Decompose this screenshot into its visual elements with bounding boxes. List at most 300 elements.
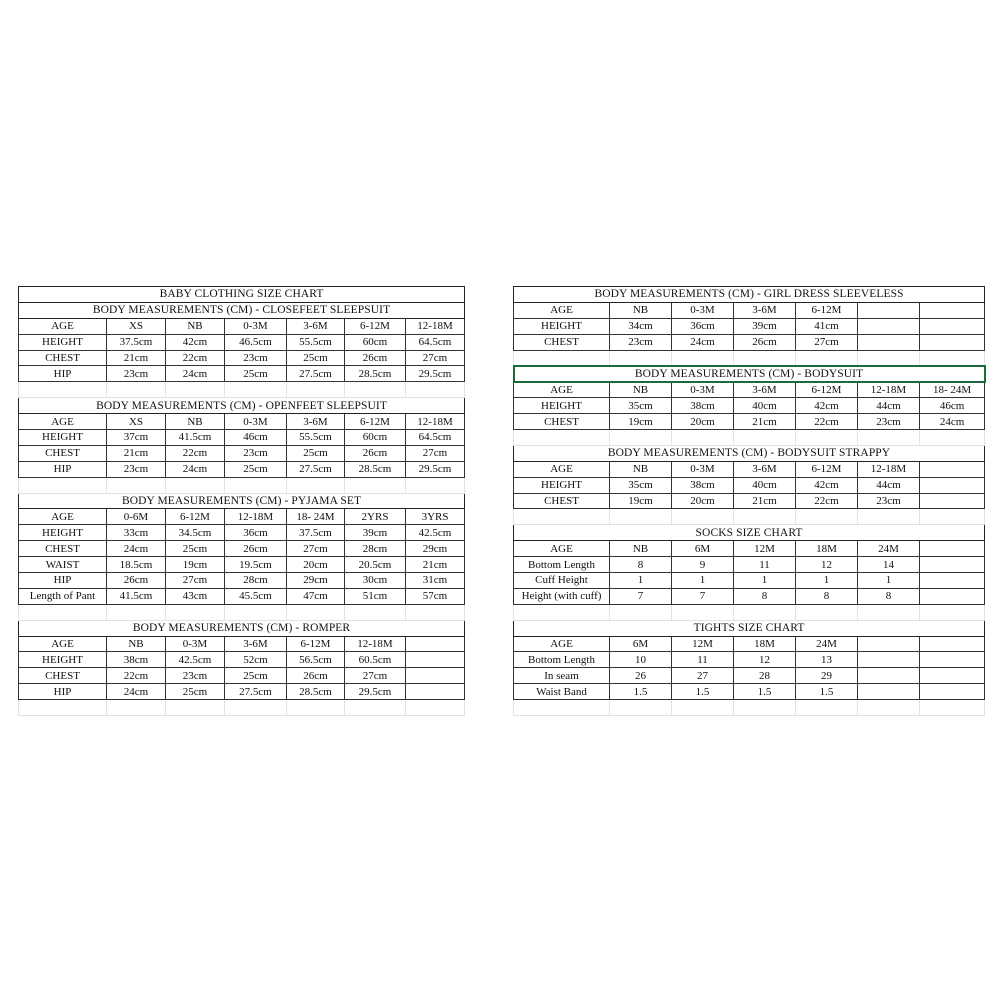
value-cell[interactable]: 26cm — [107, 573, 166, 589]
row-label-cell[interactable]: CHEST — [19, 350, 107, 366]
value-cell[interactable]: 20.5cm — [345, 557, 406, 573]
value-cell[interactable]: 55.5cm — [287, 430, 345, 446]
value-cell[interactable]: 18M — [796, 541, 858, 557]
value-cell[interactable]: 29.5cm — [406, 461, 465, 477]
empty-cell[interactable] — [858, 350, 920, 366]
value-cell[interactable]: 27cm — [406, 350, 465, 366]
value-cell[interactable]: 3YRS — [406, 509, 465, 525]
value-cell[interactable]: 23cm — [858, 493, 920, 509]
value-cell[interactable]: 14 — [858, 557, 920, 573]
value-cell[interactable]: 29cm — [287, 573, 345, 589]
value-cell[interactable]: 1 — [858, 573, 920, 589]
value-cell[interactable]: 40cm — [734, 398, 796, 414]
row-label-cell[interactable]: AGE — [514, 302, 610, 318]
value-cell[interactable]: 2YRS — [345, 509, 406, 525]
empty-cell[interactable] — [734, 509, 796, 525]
value-cell[interactable]: 25cm — [166, 541, 225, 557]
value-cell[interactable]: 42.5cm — [406, 525, 465, 541]
value-cell[interactable]: 6-12M — [796, 302, 858, 318]
empty-cell[interactable] — [514, 700, 610, 716]
row-label-cell[interactable]: AGE — [514, 541, 610, 557]
empty-cell[interactable] — [225, 700, 287, 716]
empty-cell[interactable] — [225, 382, 287, 398]
value-cell[interactable] — [920, 557, 985, 573]
value-cell[interactable]: 24M — [796, 636, 858, 652]
empty-cell[interactable] — [19, 700, 107, 716]
value-cell[interactable]: 25cm — [225, 668, 287, 684]
value-cell[interactable]: 38cm — [672, 477, 734, 493]
empty-cell[interactable] — [734, 350, 796, 366]
row-label-cell[interactable]: CHEST — [514, 493, 610, 509]
empty-cell[interactable] — [672, 509, 734, 525]
empty-cell[interactable] — [514, 350, 610, 366]
value-cell[interactable]: 8 — [610, 557, 672, 573]
value-cell[interactable]: NB — [107, 636, 166, 652]
value-cell[interactable]: 6-12M — [796, 461, 858, 477]
value-cell[interactable] — [858, 334, 920, 350]
value-cell[interactable]: 26cm — [287, 668, 345, 684]
value-cell[interactable]: 27cm — [287, 541, 345, 557]
value-cell[interactable]: 27 — [672, 668, 734, 684]
value-cell[interactable]: 3-6M — [734, 302, 796, 318]
row-label-cell[interactable]: HEIGHT — [19, 334, 107, 350]
value-cell[interactable]: 42.5cm — [166, 652, 225, 668]
value-cell[interactable]: 22cm — [166, 350, 225, 366]
value-cell[interactable]: 11 — [734, 557, 796, 573]
value-cell[interactable]: 19cm — [610, 414, 672, 430]
value-cell[interactable]: 12 — [734, 652, 796, 668]
value-cell[interactable]: 55.5cm — [287, 334, 345, 350]
empty-cell[interactable] — [672, 430, 734, 446]
row-label-cell[interactable]: HEIGHT — [514, 477, 610, 493]
value-cell[interactable]: 25cm — [287, 445, 345, 461]
value-cell[interactable]: 27.5cm — [225, 684, 287, 700]
row-label-cell[interactable]: CHEST — [19, 541, 107, 557]
value-cell[interactable]: 35cm — [610, 398, 672, 414]
value-cell[interactable]: 28cm — [345, 541, 406, 557]
value-cell[interactable]: 1 — [796, 573, 858, 589]
empty-cell[interactable] — [107, 477, 166, 493]
value-cell[interactable]: NB — [166, 414, 225, 430]
value-cell[interactable]: 12 — [796, 557, 858, 573]
empty-cell[interactable] — [166, 604, 225, 620]
value-cell[interactable]: 23cm — [107, 461, 166, 477]
value-cell[interactable]: 6-12M — [345, 414, 406, 430]
value-cell[interactable]: 0-3M — [672, 302, 734, 318]
value-cell[interactable]: 0-3M — [225, 318, 287, 334]
row-label-cell[interactable]: HEIGHT — [514, 318, 610, 334]
value-cell[interactable]: 27cm — [345, 668, 406, 684]
row-label-cell[interactable]: HEIGHT — [19, 525, 107, 541]
value-cell[interactable]: 8 — [796, 588, 858, 604]
empty-cell[interactable] — [858, 700, 920, 716]
value-cell[interactable]: 12M — [672, 636, 734, 652]
value-cell[interactable]: 19cm — [166, 557, 225, 573]
value-cell[interactable]: 23cm — [107, 366, 166, 382]
value-cell[interactable]: 30cm — [345, 573, 406, 589]
value-cell[interactable]: 36cm — [225, 525, 287, 541]
value-cell[interactable]: 46cm — [920, 398, 985, 414]
empty-cell[interactable] — [345, 700, 406, 716]
value-cell[interactable] — [406, 636, 465, 652]
row-label-cell[interactable]: HIP — [19, 366, 107, 382]
value-cell[interactable] — [858, 302, 920, 318]
value-cell[interactable]: 28.5cm — [345, 366, 406, 382]
empty-cell[interactable] — [287, 604, 345, 620]
value-cell[interactable]: 42cm — [166, 334, 225, 350]
value-cell[interactable]: 27cm — [796, 334, 858, 350]
value-cell[interactable]: 1 — [734, 573, 796, 589]
value-cell[interactable]: 0-3M — [672, 461, 734, 477]
empty-cell[interactable] — [19, 604, 107, 620]
empty-cell[interactable] — [920, 430, 985, 446]
table-title[interactable]: TIGHTS SIZE CHART — [514, 620, 985, 636]
value-cell[interactable]: 6-12M — [345, 318, 406, 334]
row-label-cell[interactable]: CHEST — [19, 445, 107, 461]
value-cell[interactable]: 42cm — [796, 477, 858, 493]
value-cell[interactable] — [920, 684, 985, 700]
value-cell[interactable]: 23cm — [225, 350, 287, 366]
empty-cell[interactable] — [734, 430, 796, 446]
value-cell[interactable] — [920, 652, 985, 668]
value-cell[interactable]: 27cm — [166, 573, 225, 589]
value-cell[interactable]: XS — [107, 414, 166, 430]
empty-cell[interactable] — [796, 604, 858, 620]
value-cell[interactable]: 24cm — [920, 414, 985, 430]
value-cell[interactable]: 3-6M — [734, 461, 796, 477]
row-label-cell[interactable]: HEIGHT — [19, 430, 107, 446]
row-label-cell[interactable]: CHEST — [19, 668, 107, 684]
value-cell[interactable]: 6-12M — [796, 382, 858, 398]
value-cell[interactable]: 3-6M — [734, 382, 796, 398]
value-cell[interactable]: 12-18M — [345, 636, 406, 652]
empty-cell[interactable] — [610, 604, 672, 620]
value-cell[interactable]: 18- 24M — [287, 509, 345, 525]
row-label-cell[interactable]: In seam — [514, 668, 610, 684]
value-cell[interactable]: 60cm — [345, 430, 406, 446]
empty-cell[interactable] — [858, 430, 920, 446]
empty-cell[interactable] — [734, 604, 796, 620]
row-label-cell[interactable]: Bottom Length — [514, 652, 610, 668]
value-cell[interactable]: 41.5cm — [107, 588, 166, 604]
value-cell[interactable]: 25cm — [225, 366, 287, 382]
value-cell[interactable]: 12-18M — [406, 414, 465, 430]
empty-cell[interactable] — [672, 604, 734, 620]
value-cell[interactable]: 27.5cm — [287, 461, 345, 477]
value-cell[interactable]: 6M — [672, 541, 734, 557]
value-cell[interactable]: 24cm — [107, 684, 166, 700]
empty-cell[interactable] — [345, 604, 406, 620]
value-cell[interactable] — [858, 668, 920, 684]
value-cell[interactable]: NB — [610, 302, 672, 318]
value-cell[interactable]: 64.5cm — [406, 430, 465, 446]
value-cell[interactable]: 60.5cm — [345, 652, 406, 668]
value-cell[interactable]: NB — [166, 318, 225, 334]
value-cell[interactable]: 29cm — [406, 541, 465, 557]
value-cell[interactable]: 40cm — [734, 477, 796, 493]
table-title[interactable]: BODY MEASUREMENTS (CM) - PYJAMA SET — [19, 493, 465, 509]
value-cell[interactable]: 27.5cm — [287, 366, 345, 382]
row-label-cell[interactable]: HEIGHT — [19, 652, 107, 668]
value-cell[interactable]: 10 — [610, 652, 672, 668]
empty-cell[interactable] — [225, 477, 287, 493]
value-cell[interactable]: 26cm — [345, 350, 406, 366]
value-cell[interactable]: 1 — [672, 573, 734, 589]
value-cell[interactable]: 21cm — [406, 557, 465, 573]
value-cell[interactable]: 0-3M — [225, 414, 287, 430]
empty-cell[interactable] — [406, 477, 465, 493]
value-cell[interactable]: 8 — [858, 588, 920, 604]
value-cell[interactable]: 20cm — [672, 493, 734, 509]
value-cell[interactable]: 1.5 — [796, 684, 858, 700]
value-cell[interactable]: 1.5 — [610, 684, 672, 700]
value-cell[interactable]: 6-12M — [166, 509, 225, 525]
value-cell[interactable]: 37cm — [107, 430, 166, 446]
empty-cell[interactable] — [406, 700, 465, 716]
empty-cell[interactable] — [920, 700, 985, 716]
value-cell[interactable] — [920, 541, 985, 557]
value-cell[interactable]: 42cm — [796, 398, 858, 414]
value-cell[interactable]: 24cm — [107, 541, 166, 557]
value-cell[interactable] — [858, 652, 920, 668]
empty-cell[interactable] — [672, 350, 734, 366]
empty-cell[interactable] — [920, 350, 985, 366]
row-label-cell[interactable]: AGE — [514, 382, 610, 398]
empty-cell[interactable] — [610, 509, 672, 525]
value-cell[interactable]: 24cm — [166, 461, 225, 477]
empty-cell[interactable] — [225, 604, 287, 620]
value-cell[interactable]: 20cm — [672, 414, 734, 430]
value-cell[interactable] — [406, 684, 465, 700]
empty-cell[interactable] — [858, 509, 920, 525]
value-cell[interactable]: 3-6M — [287, 414, 345, 430]
value-cell[interactable]: 31cm — [406, 573, 465, 589]
value-cell[interactable]: 25cm — [225, 461, 287, 477]
row-label-cell[interactable]: HIP — [19, 461, 107, 477]
value-cell[interactable] — [920, 588, 985, 604]
value-cell[interactable]: 37.5cm — [287, 525, 345, 541]
value-cell[interactable]: 28 — [734, 668, 796, 684]
value-cell[interactable] — [920, 573, 985, 589]
value-cell[interactable]: 21cm — [107, 350, 166, 366]
value-cell[interactable]: 43cm — [166, 588, 225, 604]
row-label-cell[interactable]: Length of Pant — [19, 588, 107, 604]
value-cell[interactable]: 12-18M — [225, 509, 287, 525]
value-cell[interactable]: 24cm — [166, 366, 225, 382]
empty-cell[interactable] — [19, 382, 107, 398]
value-cell[interactable]: 3-6M — [225, 636, 287, 652]
value-cell[interactable]: 0-3M — [672, 382, 734, 398]
value-cell[interactable]: 26cm — [225, 541, 287, 557]
value-cell[interactable]: 19cm — [610, 493, 672, 509]
empty-cell[interactable] — [345, 382, 406, 398]
value-cell[interactable]: 37.5cm — [107, 334, 166, 350]
empty-cell[interactable] — [610, 700, 672, 716]
value-cell[interactable] — [920, 636, 985, 652]
value-cell[interactable]: 26cm — [734, 334, 796, 350]
empty-cell[interactable] — [514, 430, 610, 446]
empty-cell[interactable] — [796, 700, 858, 716]
value-cell[interactable]: 27cm — [406, 445, 465, 461]
value-cell[interactable] — [920, 334, 985, 350]
table-title[interactable]: BODY MEASUREMENTS (CM) - BODYSUIT STRAPPY — [514, 445, 985, 461]
value-cell[interactable]: 64.5cm — [406, 334, 465, 350]
table-title[interactable]: BODY MEASUREMENTS (CM) - ROMPER — [19, 620, 465, 636]
empty-cell[interactable] — [345, 477, 406, 493]
value-cell[interactable]: NB — [610, 461, 672, 477]
value-cell[interactable]: 21cm — [734, 493, 796, 509]
row-label-cell[interactable]: HEIGHT — [514, 398, 610, 414]
empty-cell[interactable] — [406, 604, 465, 620]
row-label-cell[interactable]: AGE — [514, 636, 610, 652]
value-cell[interactable] — [858, 684, 920, 700]
value-cell[interactable]: 29.5cm — [406, 366, 465, 382]
empty-cell[interactable] — [796, 509, 858, 525]
value-cell[interactable]: 26 — [610, 668, 672, 684]
value-cell[interactable]: 25cm — [166, 684, 225, 700]
value-cell[interactable]: 12M — [734, 541, 796, 557]
empty-cell[interactable] — [287, 382, 345, 398]
value-cell[interactable] — [920, 318, 985, 334]
empty-cell[interactable] — [107, 604, 166, 620]
value-cell[interactable]: 56.5cm — [287, 652, 345, 668]
row-label-cell[interactable]: WAIST — [19, 557, 107, 573]
empty-cell[interactable] — [796, 430, 858, 446]
value-cell[interactable]: 46cm — [225, 430, 287, 446]
value-cell[interactable]: 29 — [796, 668, 858, 684]
table-title[interactable]: BODY MEASUREMENTS (CM) - OPENFEET SLEEPSUIT — [19, 398, 465, 414]
value-cell[interactable]: 3-6M — [287, 318, 345, 334]
value-cell[interactable]: 45.5cm — [225, 588, 287, 604]
row-label-cell[interactable]: Cuff Height — [514, 573, 610, 589]
table-title[interactable]: BODY MEASUREMENTS (CM) - BODYSUIT — [514, 366, 985, 382]
table-title[interactable]: SOCKS SIZE CHART — [514, 525, 985, 541]
value-cell[interactable]: 19.5cm — [225, 557, 287, 573]
value-cell[interactable]: 1 — [610, 573, 672, 589]
empty-cell[interactable] — [734, 700, 796, 716]
value-cell[interactable]: 28.5cm — [287, 684, 345, 700]
value-cell[interactable]: 18.5cm — [107, 557, 166, 573]
table-title[interactable]: BABY CLOTHING SIZE CHART — [19, 287, 465, 303]
empty-cell[interactable] — [166, 382, 225, 398]
value-cell[interactable]: 7 — [672, 588, 734, 604]
empty-cell[interactable] — [672, 700, 734, 716]
value-cell[interactable] — [858, 318, 920, 334]
value-cell[interactable]: 18- 24M — [920, 382, 985, 398]
value-cell[interactable]: 34cm — [610, 318, 672, 334]
value-cell[interactable]: 52cm — [225, 652, 287, 668]
value-cell[interactable] — [920, 493, 985, 509]
value-cell[interactable]: 12-18M — [406, 318, 465, 334]
value-cell[interactable]: 46.5cm — [225, 334, 287, 350]
value-cell[interactable]: 47cm — [287, 588, 345, 604]
row-label-cell[interactable]: Waist Band — [514, 684, 610, 700]
value-cell[interactable] — [920, 477, 985, 493]
value-cell[interactable]: 12-18M — [858, 461, 920, 477]
table-title[interactable]: BODY MEASUREMENTS (CM) - GIRL DRESS SLEEVELESS — [514, 287, 985, 303]
value-cell[interactable]: 22cm — [107, 668, 166, 684]
empty-cell[interactable] — [107, 700, 166, 716]
table-title[interactable]: BODY MEASUREMENTS (CM) - CLOSEFEET SLEEPSUIT — [19, 302, 465, 318]
value-cell[interactable] — [920, 668, 985, 684]
value-cell[interactable]: XS — [107, 318, 166, 334]
value-cell[interactable]: 21cm — [107, 445, 166, 461]
value-cell[interactable]: 1.5 — [672, 684, 734, 700]
value-cell[interactable]: 60cm — [345, 334, 406, 350]
value-cell[interactable]: 44cm — [858, 477, 920, 493]
empty-cell[interactable] — [920, 604, 985, 620]
value-cell[interactable]: 20cm — [287, 557, 345, 573]
row-label-cell[interactable]: HIP — [19, 573, 107, 589]
value-cell[interactable]: 36cm — [672, 318, 734, 334]
row-label-cell[interactable]: AGE — [19, 636, 107, 652]
value-cell[interactable]: 41.5cm — [166, 430, 225, 446]
empty-cell[interactable] — [858, 604, 920, 620]
value-cell[interactable] — [858, 636, 920, 652]
row-label-cell[interactable]: AGE — [19, 318, 107, 334]
value-cell[interactable]: 34.5cm — [166, 525, 225, 541]
value-cell[interactable]: 22cm — [796, 414, 858, 430]
value-cell[interactable]: 6-12M — [287, 636, 345, 652]
value-cell[interactable]: 13 — [796, 652, 858, 668]
empty-cell[interactable] — [920, 509, 985, 525]
value-cell[interactable]: 38cm — [672, 398, 734, 414]
empty-cell[interactable] — [166, 477, 225, 493]
value-cell[interactable]: 0-6M — [107, 509, 166, 525]
value-cell[interactable]: 23cm — [225, 445, 287, 461]
empty-cell[interactable] — [406, 382, 465, 398]
empty-cell[interactable] — [166, 700, 225, 716]
value-cell[interactable]: 25cm — [287, 350, 345, 366]
value-cell[interactable]: 22cm — [796, 493, 858, 509]
empty-cell[interactable] — [796, 350, 858, 366]
value-cell[interactable]: 1.5 — [734, 684, 796, 700]
value-cell[interactable]: 51cm — [345, 588, 406, 604]
value-cell[interactable]: 39cm — [345, 525, 406, 541]
value-cell[interactable]: 26cm — [345, 445, 406, 461]
empty-cell[interactable] — [514, 509, 610, 525]
value-cell[interactable] — [920, 461, 985, 477]
value-cell[interactable]: 9 — [672, 557, 734, 573]
empty-cell[interactable] — [287, 700, 345, 716]
empty-cell[interactable] — [107, 382, 166, 398]
value-cell[interactable]: 28.5cm — [345, 461, 406, 477]
empty-cell[interactable] — [610, 350, 672, 366]
row-label-cell[interactable]: AGE — [19, 414, 107, 430]
value-cell[interactable]: NB — [610, 541, 672, 557]
row-label-cell[interactable]: CHEST — [514, 414, 610, 430]
value-cell[interactable]: 29.5cm — [345, 684, 406, 700]
empty-cell[interactable] — [610, 430, 672, 446]
value-cell[interactable]: 12-18M — [858, 382, 920, 398]
value-cell[interactable]: 7 — [610, 588, 672, 604]
value-cell[interactable]: 24M — [858, 541, 920, 557]
value-cell[interactable]: 57cm — [406, 588, 465, 604]
value-cell[interactable]: 23cm — [166, 668, 225, 684]
value-cell[interactable]: 28cm — [225, 573, 287, 589]
empty-cell[interactable] — [514, 604, 610, 620]
row-label-cell[interactable]: AGE — [19, 509, 107, 525]
value-cell[interactable]: 44cm — [858, 398, 920, 414]
value-cell[interactable]: 8 — [734, 588, 796, 604]
value-cell[interactable]: 23cm — [858, 414, 920, 430]
row-label-cell[interactable]: Height (with cuff) — [514, 588, 610, 604]
value-cell[interactable]: 33cm — [107, 525, 166, 541]
value-cell[interactable]: 24cm — [672, 334, 734, 350]
value-cell[interactable]: 38cm — [107, 652, 166, 668]
value-cell[interactable] — [920, 302, 985, 318]
value-cell[interactable]: 0-3M — [166, 636, 225, 652]
